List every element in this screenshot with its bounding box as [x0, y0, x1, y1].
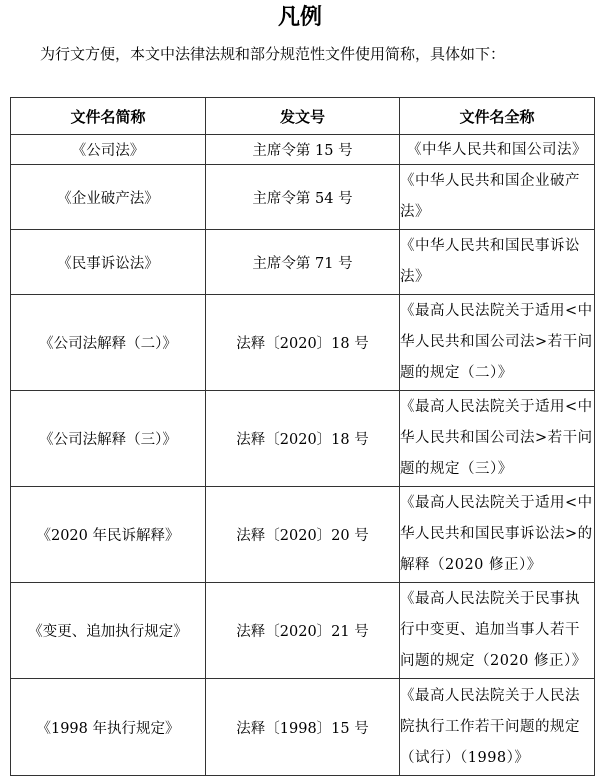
cell-doc-number: 法释〔2020〕18 号	[206, 295, 400, 391]
table-header-row	[11, 98, 595, 135]
cell-full-name: 《中华人民共和国公司法》	[400, 135, 595, 165]
cell-doc-number: 主席令第 71 号	[206, 230, 400, 295]
cell-doc-number: 主席令第 54 号	[206, 165, 400, 230]
cell-full-name: 《最高人民法院关于人民法院执行工作若干问题的规定（试行）（1998）》	[400, 679, 595, 776]
table-row	[11, 583, 595, 679]
cell-full-name: 《中华人民共和国企业破产法》	[400, 165, 595, 230]
cell-short-name: 《1998 年执行规定》	[11, 679, 206, 776]
cell-doc-number: 法释〔2020〕21 号	[206, 583, 400, 679]
cell-short-name: 《企业破产法》	[11, 165, 206, 230]
cell-short-name: 《2020 年民诉解释》	[11, 487, 206, 583]
cell-doc-number: 法释〔2020〕18 号	[206, 391, 400, 487]
page-title: 凡例	[277, 4, 322, 30]
cell-doc-number: 主席令第 15 号	[206, 135, 400, 165]
cell-doc-number: 法释〔1998〕15 号	[206, 679, 400, 776]
cell-doc-number: 法释〔2020〕20 号	[206, 487, 400, 583]
cell-short-name: 《民事诉讼法》	[11, 230, 206, 295]
table-row	[11, 679, 595, 776]
cell-short-name: 《公司法》	[11, 135, 206, 165]
table-row	[11, 487, 595, 583]
cell-short-name: 《公司法解释（二）》	[11, 295, 206, 391]
cell-full-name: 《最高人民法院关于适用<中华人民共和国公司法>若干问题的规定（二）》	[400, 295, 595, 391]
cell-short-name: 《变更、追加执行规定》	[11, 583, 206, 679]
abbreviation-table	[10, 97, 595, 776]
cell-full-name: 《最高人民法院关于适用<中华人民共和国公司法>若干问题的规定（三）》	[400, 391, 595, 487]
table-row	[11, 165, 595, 230]
intro-paragraph: 为行文方便，本文中法律法规和部分规范性文件使用简称，具体如下：	[40, 45, 506, 63]
header-short-name: 文件名简称	[11, 98, 206, 135]
cell-full-name: 《最高人民法院关于民事执行中变更、追加当事人若干问题的规定（2020 修正）》	[400, 583, 595, 679]
table-row	[11, 230, 595, 295]
table-row	[11, 295, 595, 391]
header-doc-number: 发文号	[206, 98, 400, 135]
table-row	[11, 135, 595, 165]
cell-full-name: 《最高人民法院关于适用<中华人民共和国民事诉讼法>的解释（2020 修正）》	[400, 487, 595, 583]
cell-short-name: 《公司法解释（三）》	[11, 391, 206, 487]
table-row	[11, 391, 595, 487]
cell-full-name: 《中华人民共和国民事诉讼法》	[400, 230, 595, 295]
header-full-name: 文件名全称	[400, 98, 595, 135]
